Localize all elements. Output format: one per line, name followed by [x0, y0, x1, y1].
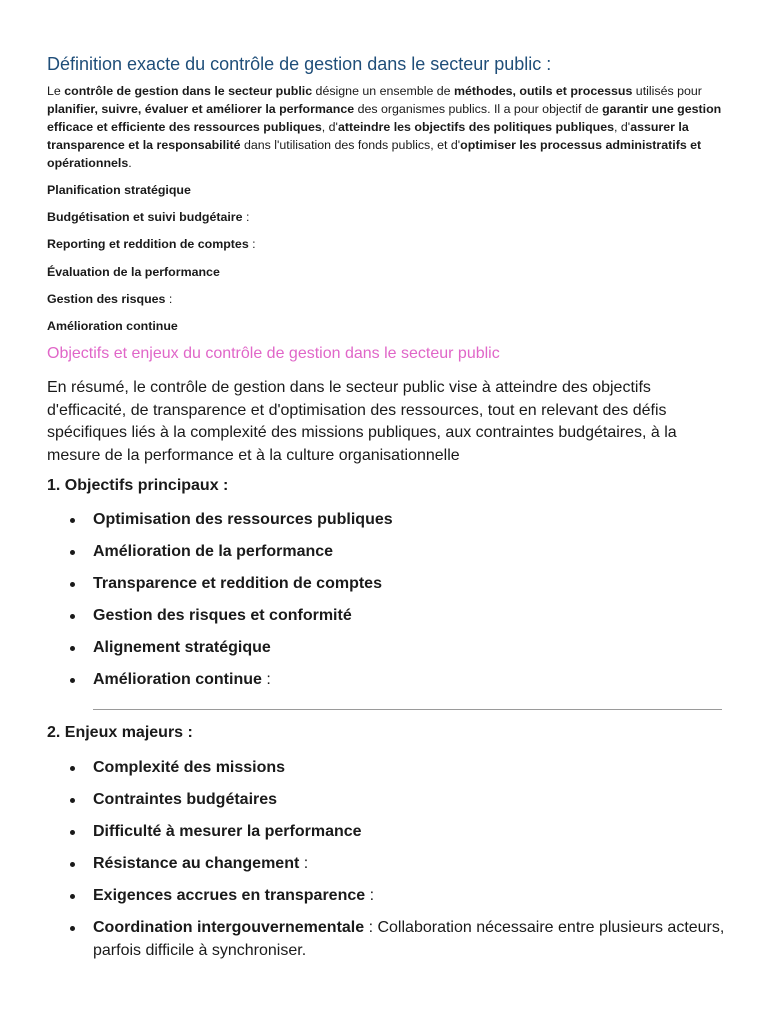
intro-text: , d'	[614, 120, 631, 134]
objectives-list	[0, 509, 393, 701]
definition-topic	[47, 236, 256, 252]
challenges-heading: 2. Enjeux majeurs :	[47, 724, 193, 741]
list-item-bold: Gestion des risques et conformité	[93, 607, 352, 624]
topic-label: Reporting et reddition de comptes	[47, 237, 249, 251]
intro-text: .	[128, 156, 132, 170]
intro-emphasis: assurer la transparence et la responsabilité	[47, 120, 689, 152]
horizontal-divider	[93, 709, 722, 710]
list-item	[0, 789, 374, 821]
definition-topic	[47, 182, 191, 198]
bullet-icon	[70, 678, 75, 683]
list-item	[0, 885, 374, 917]
bullet-icon	[70, 766, 75, 771]
intro-text: des organismes publics. Il a pour objectif de	[354, 102, 603, 116]
topic-label: Amélioration continue	[47, 319, 178, 333]
intro-emphasis: planifier, suivre, évaluer et améliorer la performance	[47, 102, 355, 116]
intro-text: utilisés pour	[632, 84, 702, 98]
list-item-bold: Difficulté à mesurer la performance	[93, 823, 362, 840]
list-item-bold: Coordination intergouvernementale	[93, 919, 365, 936]
bullet-icon	[70, 894, 75, 899]
bullet-icon	[70, 646, 75, 651]
topic-label: Planification stratégique	[47, 183, 191, 197]
list-item-coordination	[93, 917, 733, 962]
bullet-icon	[70, 926, 75, 931]
definition-topic	[47, 291, 172, 307]
list-item-bold: Alignement stratégique	[93, 639, 271, 656]
section-title-objectives: Objectifs et enjeux du contrôle de gestion dans le secteur public	[47, 345, 500, 362]
topic-label: Évaluation de la performance	[47, 265, 220, 279]
bullet-icon	[70, 830, 75, 835]
list-item-bold: Complexité des missions	[93, 759, 286, 776]
list-item	[0, 669, 393, 701]
bullet-icon	[70, 798, 75, 803]
section-title-definition: Définition exacte du contrôle de gestion dans le secteur public :	[47, 54, 552, 74]
topic-label: Budgétisation et suivi budgétaire	[47, 210, 243, 224]
intro-text: désigne un ensemble de	[312, 84, 455, 98]
list-item-bold: Amélioration de la performance	[93, 543, 334, 560]
definition-paragraph	[47, 82, 727, 172]
list-item	[0, 853, 374, 885]
topic-label: Gestion des risques	[47, 292, 166, 306]
bullet-icon	[70, 550, 75, 555]
bullet-icon	[70, 518, 75, 523]
challenges-list	[0, 757, 374, 917]
intro-emphasis: garantir une gestion efficace et efficiente des ressources publiques	[47, 102, 722, 134]
list-item	[0, 509, 393, 541]
intro-text: Le	[47, 84, 65, 98]
definition-topic	[47, 264, 220, 280]
list-item-bold: Amélioration continue	[93, 671, 262, 688]
list-item-rest: :	[261, 671, 271, 688]
objectives-heading: 1. Objectifs principaux :	[47, 477, 229, 494]
list-item-rest: : Collaboration nécessaire entre plusieurs acteurs, parfois difficile à synchroniser.	[93, 919, 725, 959]
definition-topic	[47, 209, 249, 225]
list-item-bold: Résistance au changement	[93, 855, 300, 872]
intro-emphasis: atteindre les objectifs des politiques publiques	[337, 120, 615, 134]
definition-topic	[47, 318, 178, 334]
intro-text: , d'	[321, 120, 338, 134]
topic-suffix: :	[165, 292, 173, 306]
list-item	[0, 757, 374, 789]
list-item-bold: Optimisation des ressources publiques	[93, 511, 393, 528]
list-item	[0, 637, 393, 669]
intro-emphasis: contrôle de gestion dans le secteur public	[64, 84, 313, 98]
summary-paragraph: En résumé, le contrôle de gestion dans le secteur public vise à atteindre des objectifs d'efficacité, de transparence et d'optimisation des ressources, tout en relevant des défis spécifiques liés à la complexité des missions publiques, aux contraintes budgétaires, à la mesure de la performance et à la culture organisationnelle	[47, 379, 677, 464]
topic-suffix: :	[248, 237, 256, 251]
intro-emphasis: optimiser les processus administratifs et opérationnels	[47, 138, 702, 170]
intro-emphasis: méthodes, outils et processus	[454, 84, 633, 98]
list-item-rest: :	[299, 855, 309, 872]
topic-suffix: :	[242, 210, 250, 224]
bullet-icon	[70, 582, 75, 587]
intro-text: dans l'utilisation des fonds publics, et d'	[240, 138, 461, 152]
list-item-bold: Contraintes budgétaires	[93, 791, 278, 808]
list-item-rest: :	[365, 887, 375, 904]
list-item	[0, 605, 393, 637]
list-item	[0, 573, 393, 605]
bullet-icon	[70, 862, 75, 867]
list-item-bold: Exigences accrues en transparence	[93, 887, 366, 904]
list-item	[0, 821, 374, 853]
list-item	[0, 541, 393, 573]
list-item-bold: Transparence et reddition de comptes	[93, 575, 382, 592]
bullet-icon	[70, 614, 75, 619]
